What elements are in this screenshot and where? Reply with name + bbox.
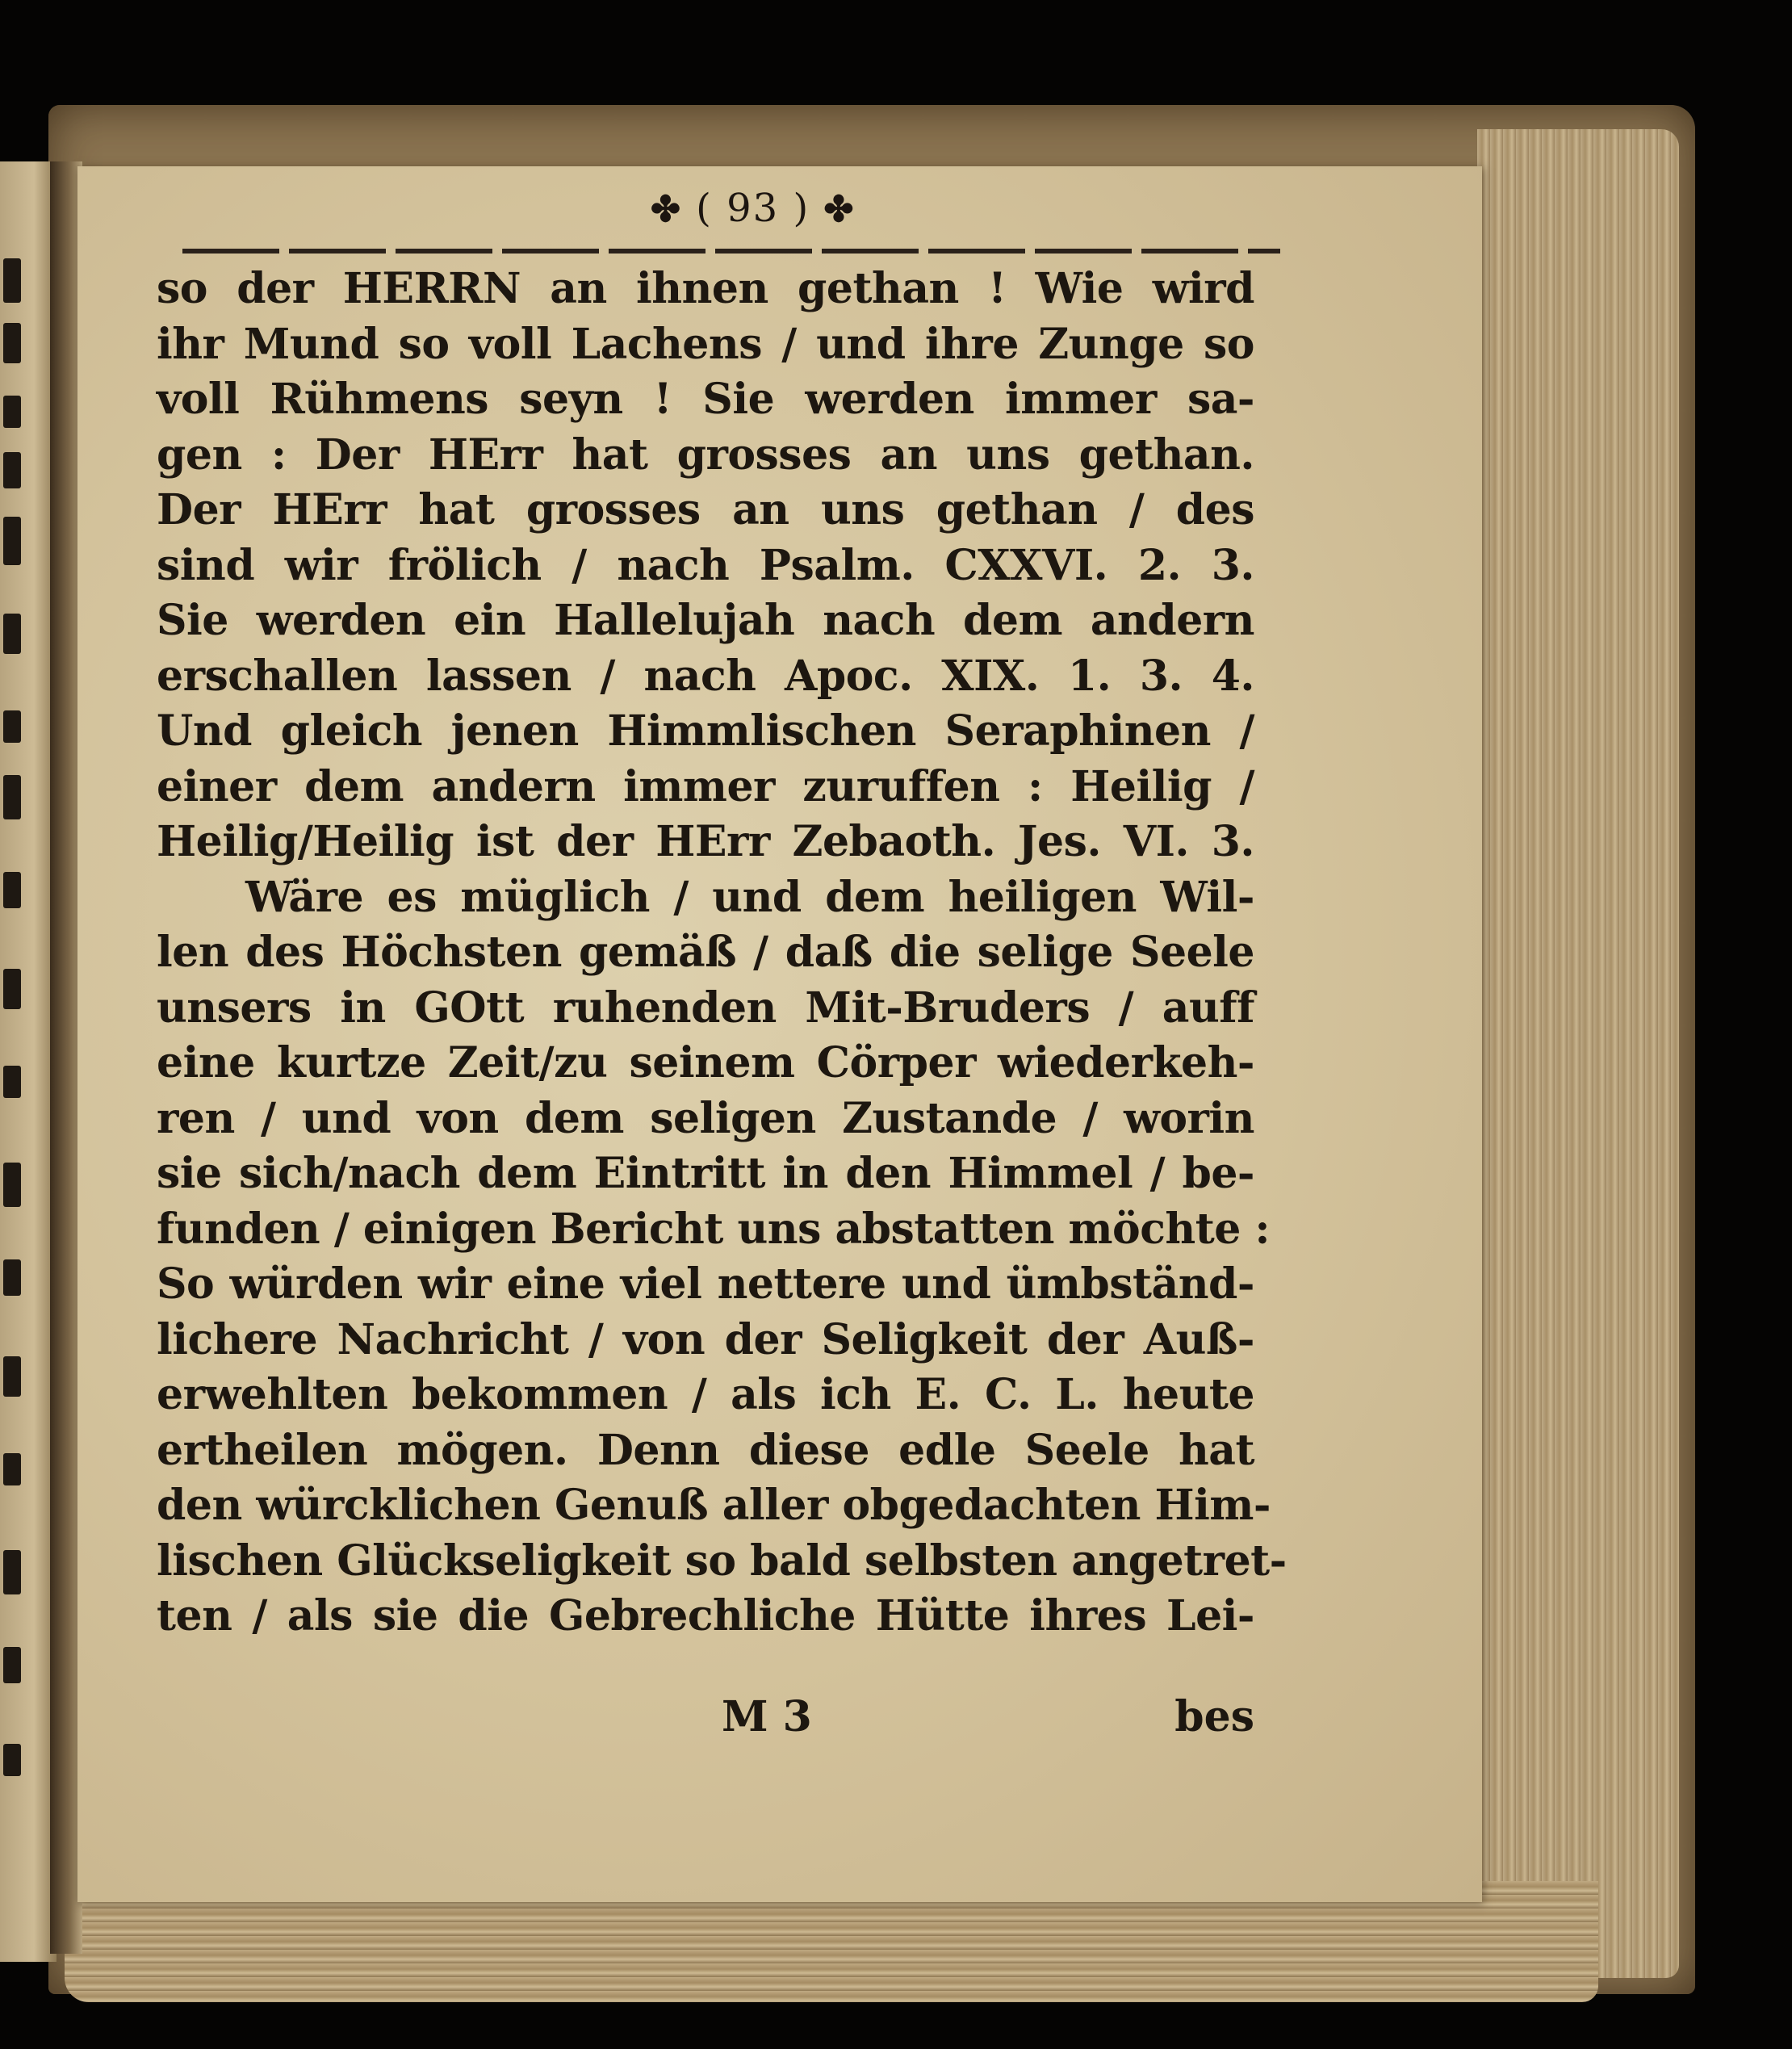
left-page-text-fragment — [3, 258, 21, 303]
page-edges-right — [1477, 129, 1679, 1978]
left-page-text-fragment — [3, 710, 21, 743]
left-page-text-fragment — [3, 1259, 21, 1296]
left-page-text-fragment — [3, 969, 21, 1009]
text-line: ten / als sie die Gebrechliche Hütte ihres Lei- — [157, 1591, 1254, 1640]
page-number-text: ( 93 ) — [696, 186, 810, 231]
left-page-text-fragment — [3, 517, 21, 565]
text-line: erschallen lassen / nach Apoc. XIX. 1. 3. 4. — [157, 651, 1254, 701]
text-line: Der HErr hat grosses an uns gethan / des — [157, 485, 1254, 534]
left-page-text-fragment — [3, 396, 21, 428]
text-line: lischen Glückseligkeit so bald selbsten angetret- — [157, 1536, 1287, 1586]
left-page-text-fragment — [3, 1647, 21, 1683]
text-line: Und gleich jenen Himmlischen Seraphinen / — [157, 706, 1254, 756]
book-page — [77, 166, 1482, 1902]
left-page-text-fragment — [3, 1550, 21, 1594]
page-number — [651, 186, 855, 231]
left-page-text-fragment — [3, 614, 21, 654]
text-line: Sie werden ein Hallelujah nach dem andern — [157, 596, 1254, 645]
catchword: bes — [1174, 1692, 1254, 1741]
left-page-text-fragment — [3, 452, 21, 488]
text-line: So würden wir eine viel nettere und ümbständ- — [157, 1259, 1254, 1309]
ornament-left-icon: ✤ — [651, 189, 682, 230]
text-line: sie sich/nach dem Eintritt in den Himmel / be- — [157, 1149, 1254, 1198]
text-line: ren / und von dem seligen Zustande / worin — [157, 1093, 1254, 1143]
left-page-text-fragment — [3, 1163, 21, 1207]
text-line: einer dem andern immer zuruffen : Heilig / — [157, 761, 1254, 811]
left-page-text-fragment — [3, 775, 21, 819]
text-line: eine kurtze Zeit/zu seinem Cörper wiederkeh- — [157, 1038, 1254, 1087]
left-page-text-fragment — [3, 872, 21, 908]
left-page-text-fragment — [3, 1356, 21, 1397]
text-line: so der HERRN an ihnen gethan ! Wie wird — [157, 264, 1254, 313]
ornament-right-icon: ✤ — [823, 189, 856, 230]
text-line: unsers in GOtt ruhenden Mit-Bruders / auff — [157, 983, 1254, 1033]
text-line: lichere Nachricht / von der Seligkeit der Auß- — [157, 1314, 1254, 1364]
text-line: voll Rühmens seyn ! Sie werden immer sa- — [157, 375, 1254, 424]
left-page-fragment — [0, 161, 57, 1962]
text-line: sind wir frölich / nach Psalm. CXXVI. 2. 3. — [157, 540, 1254, 590]
text-line: erwehlten bekommen / als ich E. C. L. heute — [157, 1370, 1254, 1419]
text-line: den würcklichen Genuß aller obgedachten Him- — [157, 1481, 1271, 1530]
text-line: ihr Mund so voll Lachens / und ihre Zunge so — [157, 319, 1254, 369]
header-rule — [182, 249, 1280, 254]
text-line-paragraph-start: Wäre es müglich / und dem heiligen Wil- — [245, 872, 1254, 922]
left-page-text-fragment — [3, 1066, 21, 1098]
left-page-text-fragment — [3, 323, 21, 363]
text-line: gen : Der HErr hat grosses an uns gethan. — [157, 429, 1254, 480]
body-text — [157, 262, 1287, 1645]
left-page-text-fragment — [3, 1453, 21, 1485]
left-page-text-fragment — [3, 1744, 21, 1776]
page-header — [166, 186, 1321, 242]
text-line: Heilig/Heilig ist der HErr Zebaoth. Jes. VI. 3. — [157, 817, 1254, 866]
text-line: ertheilen mögen. Denn diese edle Seele hat — [157, 1425, 1254, 1475]
signature-mark: M 3 — [722, 1692, 812, 1741]
page-footer — [157, 1692, 1254, 1749]
text-line: funden / einigen Bericht uns abstatten möchte : — [157, 1204, 1271, 1254]
text-line: len des Höchsten gemäß / daß die selige Seele — [157, 928, 1254, 977]
